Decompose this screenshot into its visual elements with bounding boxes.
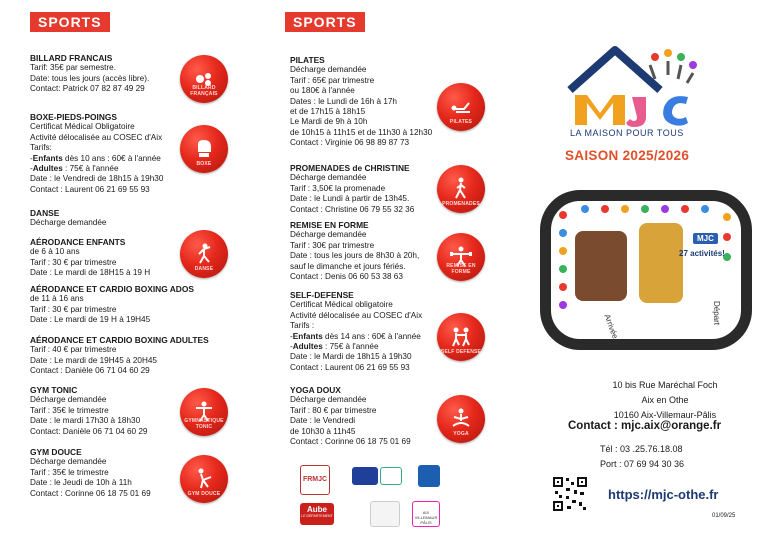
activity-detail: de 6 à 10 ans (30, 247, 80, 257)
activity-title: AÉRODANCE ET CARDIO BOXING ADULTES (30, 335, 209, 345)
website-link[interactable]: https://mjc-othe.fr (608, 487, 719, 502)
activity-detail: Tarif : 65€ par trimestre (290, 75, 375, 85)
activity-detail: Certificat Médical obligatoire (290, 300, 393, 310)
activity-title: PILATES (290, 55, 325, 65)
activity-detail: Contact : Laurent 06 21 69 55 93 (290, 362, 410, 372)
activity-title: YOGA DOUX (290, 385, 341, 395)
gym-tonic-badge (180, 388, 228, 436)
boxing-glove-icon (191, 136, 217, 162)
contact-email[interactable]: Contact : mjc.aix@orange.fr (568, 420, 722, 432)
activity-entry (290, 385, 411, 447)
stretch-icon (191, 466, 217, 492)
mobile-line: Port : 07 69 94 30 36 (600, 459, 685, 469)
eu-logo (352, 467, 378, 485)
frmjc-logo (300, 465, 330, 495)
activity-detail: Le Mardi de 9h à 10h (290, 117, 368, 127)
activity-detail: Contact : Christine 06 79 55 32 36 (290, 204, 415, 214)
aix-logo-text: AIX VILLEMAUR PÂLIS (414, 510, 438, 525)
activity-detail: Date : le mardi 17h30 à 18h30 (30, 416, 141, 426)
activity-detail: Certificat Médical Obligatoire (30, 122, 135, 132)
game-board-illustration (540, 190, 752, 350)
qr-code-icon[interactable] (552, 476, 588, 512)
activity-entry (290, 55, 432, 149)
phone-line: Tél : 03 .25.76.18.08 (600, 444, 683, 454)
activity-detail: de 11 à 16 ans (30, 294, 84, 304)
grand-est-logo (418, 465, 440, 487)
fitness-badge (437, 233, 485, 281)
activity-title: GYM DOUCE (30, 447, 82, 457)
activity-detail: Contact : Corinne 06 18 75 01 69 (30, 488, 151, 498)
badge-label: GYMNASTIQUE TONIC (184, 418, 224, 430)
activity-detail: Tarifs: (30, 143, 52, 153)
activity-detail: Contact : Corinne 06 18 75 01 69 (290, 437, 411, 447)
yoga-icon (448, 406, 474, 432)
yoga-badge (437, 395, 485, 443)
activity-detail: -Adultes : 75€ à l'année (30, 164, 119, 174)
activity-detail: Tarif: 35€ par semestre. (30, 63, 117, 73)
activity-title: GYM TONIC (30, 385, 78, 395)
activity-title: DANSE (30, 208, 60, 218)
activity-detail: et de 17h15 à 18h15 (290, 107, 366, 117)
activity-entry (290, 290, 422, 373)
aube-logo-text: Aube (307, 505, 327, 514)
activity-detail: Tarifs : (290, 321, 315, 331)
activity-detail: Décharge demandée (290, 173, 367, 183)
region-logo (370, 501, 400, 527)
boxing-badge (180, 125, 228, 173)
print-date: 01/09/25 (712, 513, 736, 519)
badge-label: SELF DEFENSE (440, 349, 482, 355)
badge-label: GYM DOUCE (187, 491, 221, 497)
activity-detail: de 10h30 à 11h45 (290, 426, 356, 436)
self-defense-icon (448, 324, 474, 350)
activity-detail: Tarif : 30 € par trimestre (30, 257, 117, 267)
activity-detail: Tarif : 40 € par trimestre (30, 345, 117, 355)
frmjc-logo-text: FRMJC (302, 476, 328, 483)
activity-title: PROMENADES de CHRISTINE (290, 163, 410, 173)
activity-detail: Contact: Danièle 06 71 04 60 29 (30, 426, 148, 436)
activity-title: SELF-DEFENSE (290, 290, 354, 300)
mjc-board-badge: MJC (693, 233, 718, 244)
activity-detail: Date : le Vendredi (290, 416, 356, 426)
activity-detail: Contact : Virginie 06 98 89 87 73 (290, 138, 410, 148)
phone-numbers (600, 442, 684, 472)
season-title: SAISON 2025/2026 (565, 148, 690, 163)
activity-detail: Décharge demandée (30, 218, 107, 228)
activity-detail: Tarif : 35€ le trimestre (30, 467, 109, 477)
activity-detail: Contact : Denis 06 60 53 38 63 (290, 272, 403, 282)
activity-detail: Activité délocalisée au COSEC d'Aix (30, 132, 163, 142)
badge-label: BILLARD FRANÇAIS (190, 85, 218, 97)
woman-photo (639, 223, 683, 303)
activity-detail: Date : Le mardi de 18H15 à 19 H (30, 268, 151, 278)
badge-label: DANSE (194, 266, 214, 272)
activity-detail: Décharge demandée (290, 395, 367, 405)
activity-detail: Date : le Mardi de 18h15 à 19h30 (290, 352, 412, 362)
activity-entry (30, 385, 147, 437)
activity-entry (30, 335, 209, 377)
activity-detail: Tarif : 3,50€ la promenade (290, 183, 386, 193)
activity-detail: Date : Le mardi de 19 H à 19H45 (30, 315, 151, 325)
activity-detail: Décharge demandée (290, 65, 367, 75)
mjc-logo (560, 35, 710, 135)
gym-douce-badge (180, 455, 228, 503)
activity-detail: Décharge demandée (30, 395, 107, 405)
activity-detail: Dates : le Lundi de 16h à 17h (290, 96, 397, 106)
activity-detail: Date : tous les jours de 8h30 à 20h, (290, 251, 420, 261)
badge-label: PROMENADES (442, 201, 480, 207)
activity-title: REMISE EN FORME (290, 220, 369, 230)
badge-label: YOGA (453, 431, 469, 437)
sports-header-left: SPORTS (30, 12, 110, 32)
activity-detail: Activité délocalisée au COSEC d'Aix (290, 310, 423, 320)
activity-entry (30, 237, 150, 279)
activity-detail: Décharge demandée (290, 230, 367, 240)
walker-icon (448, 176, 474, 202)
activity-entry (30, 208, 106, 229)
pilates-icon (448, 94, 474, 120)
partner-logos (300, 465, 470, 530)
activity-detail: Date : le Vendredi de 18h15 à 19h30 (30, 174, 164, 184)
activity-entry (30, 447, 151, 499)
activity-detail: sauf le dimanche et jours fériés. (290, 261, 406, 271)
activity-detail: Date : Le mardi de 19H45 à 20H45 (30, 355, 157, 365)
activity-entry (290, 220, 419, 282)
activity-detail: Date: tous les jours (accès libre). (30, 73, 150, 83)
activity-title: AÉRODANCE ET CARDIO BOXING ADOS (30, 284, 194, 294)
address-line: 10 bis Rue Maréchal Foch (612, 380, 718, 390)
activity-entry (30, 53, 149, 95)
activity-detail: -Enfants dès 14 ans : 60€ à l'année (290, 331, 421, 341)
address-line: Aix en Othe (641, 395, 689, 405)
activity-detail: Contact : Laurent 06 21 69 55 93 (30, 184, 150, 194)
activity-detail: Tarif : 80 € par trimestre (290, 405, 377, 415)
activity-detail: Date : le Lundi à partir de 13h45. (290, 194, 410, 204)
aix-logo (412, 501, 440, 527)
activity-entry (30, 112, 163, 195)
activity-detail: Tarif : 30€ par trimestre (290, 240, 375, 250)
self-defense-badge (437, 313, 485, 361)
activity-entry (30, 284, 194, 326)
man-photo (575, 231, 627, 301)
activity-title: BOXE-PIEDS-POINGS (30, 112, 118, 122)
address (565, 378, 765, 423)
aube-logo-subtext: LE DÉPARTEMENT (301, 514, 333, 518)
activity-title: AÉRODANCE ENFANTS (30, 237, 126, 247)
billiard-badge (180, 55, 228, 103)
activity-title: BILLARD FRANCAIS (30, 53, 113, 63)
slogan: LA MAISON POUR TOUS (570, 128, 684, 138)
start-label: Départ (712, 301, 721, 326)
dance-badge (180, 230, 228, 278)
address-line: 10160 Aix-Villemaur-Pâlis (613, 410, 717, 420)
walking-badge (437, 165, 485, 213)
badge-label: REMISE EN FORME (446, 263, 476, 275)
activity-detail: de 10h15 à 11h15 et de 11h30 à 12h30 (290, 127, 433, 137)
activity-count: 27 activités! (679, 249, 725, 258)
activity-detail: Date : le Jeudi de 10h à 11h (30, 478, 132, 488)
arrival-label: Arrivée (602, 313, 620, 340)
activity-entry (290, 163, 414, 215)
sports-header-middle: SPORTS (285, 12, 365, 32)
badge-label: BOXE (196, 161, 212, 167)
activity-detail: Tarif : 35€ le trimestre (30, 405, 109, 415)
activity-detail: Tarif : 30 € par trimestre (30, 304, 117, 314)
aube-logo (300, 503, 334, 525)
leader-logo (380, 467, 402, 485)
activity-detail: Décharge demandée (30, 457, 107, 467)
badge-label: PILATES (449, 119, 473, 125)
activity-detail: -Enfants dès 10 ans : 60€ à l'année (30, 153, 161, 163)
pilates-badge (437, 83, 485, 131)
activity-detail: Contact: Patrick 07 82 87 49 29 (30, 84, 145, 94)
activity-detail: Contact : Danièle 06 71 04 60 29 (30, 366, 150, 376)
activity-detail: ou 180€ à l'année (290, 86, 355, 96)
activity-detail: -Adultes : 75€ à l'année (290, 342, 379, 352)
dancer-icon (191, 241, 217, 267)
